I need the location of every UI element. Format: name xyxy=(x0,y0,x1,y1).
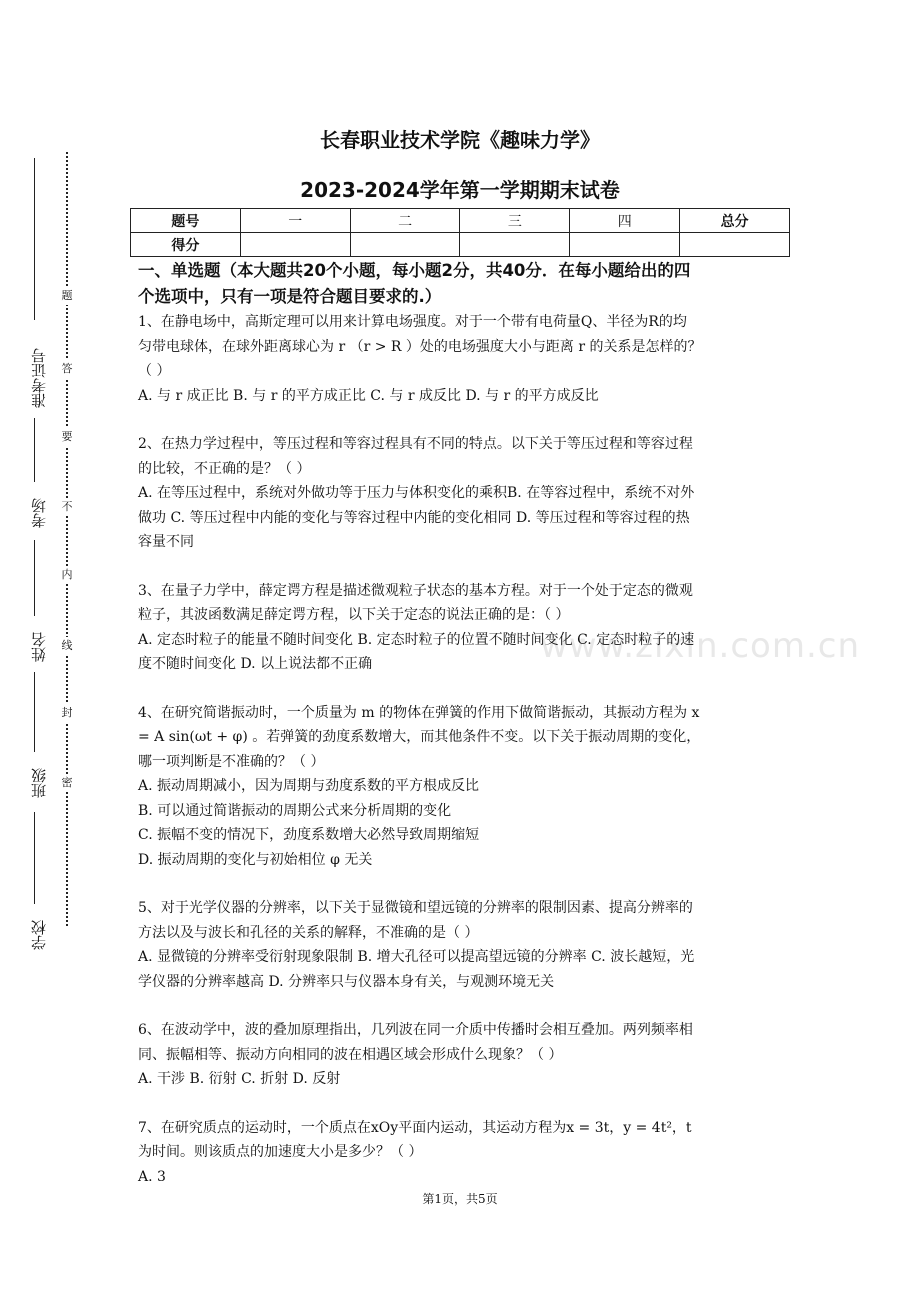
question-list xyxy=(138,310,798,1189)
question-stem-line: 方法以及与波长和孔径的关系的解释，不准确的是（ ） xyxy=(138,924,479,941)
field-label: 准考证号 xyxy=(30,348,48,408)
question-stem-line: 粒子，其波函数满足薛定谔方程，以下关于定态的说法正确的是：（ ） xyxy=(138,607,570,623)
question-stem-line: 4、在研究简谐振动时，一个质量为 m 的物体在弹簧的作用下做简谐振动，其振动方程为 x xyxy=(138,704,700,721)
score-header-cell: 总分 xyxy=(680,209,790,233)
score-table-header-row xyxy=(131,209,790,233)
binding-margin xyxy=(0,0,100,1302)
field-underline xyxy=(34,812,35,904)
watermark: www.zixin.com.cn xyxy=(540,626,860,666)
question-options-line: 容量不同 xyxy=(138,534,194,550)
seal-word: 要 xyxy=(60,428,74,446)
question-stem-line: 为时间。则该质点的加速度大小是多少？（ ） xyxy=(138,1144,423,1160)
question-options-line: 做功 C. 等压过程中内能的变化与等容过程中内能的变化相同 D. 等压过程和等容过程的热 xyxy=(138,509,690,526)
seal-word: 内 xyxy=(60,566,74,584)
question-options-line: B. 可以通过简谐振动的周期公式来分析周期的变化 xyxy=(138,802,452,819)
score-cell xyxy=(680,233,790,257)
question-options-line: C. 振幅不变的情况下，劲度系数增大必然导致周期缩短 xyxy=(138,827,480,843)
score-cell xyxy=(240,233,350,257)
section-heading-line: 个选项中，只有一项是符合题目要求的.） xyxy=(138,287,442,306)
question-options-line: A. 振动周期减小，因为周期与劲度系数的平方根成反比 xyxy=(138,778,480,794)
seal-word: 题 xyxy=(60,287,74,305)
question-block xyxy=(138,1116,798,1190)
field-exam-number xyxy=(14,158,48,418)
question-options-line: A. 定态时粒子的能量不随时间变化 B. 定态时粒子的位置不随时间变化 C. 定态时粒子的速 xyxy=(138,631,695,648)
question-options-line: A. 干涉 B. 衍射 C. 折射 D. 反射 xyxy=(138,1071,341,1087)
section-heading xyxy=(138,258,798,310)
question-stem-line: 同、振幅相等、振动方向相同的波在相遇区域会形成什么现象？（ ） xyxy=(138,1046,563,1063)
question-block xyxy=(138,432,798,555)
question-stem-line: = A sin(ωt + φ) 。若弹簧的劲度系数增大，而其他条件不变。以下关于振动周期的变化， xyxy=(138,729,701,745)
field-underline xyxy=(34,418,35,482)
field-underline xyxy=(34,158,35,320)
exam-subtitle: 2023-2024学年第一学期期末试卷 xyxy=(300,178,620,202)
field-name xyxy=(14,540,48,662)
seal-word: 答 xyxy=(60,360,74,378)
question-block xyxy=(138,1018,798,1092)
field-label: 姓名 xyxy=(30,632,48,662)
question-options-line: A. 显微镜的分辨率受衍射现象限制 B. 增大孔径可以提高望远镜的分辨率 C. 波长越短，光 xyxy=(138,949,695,965)
page-number: 第1页，共5页 xyxy=(422,1192,498,1206)
field-label: 考场 xyxy=(30,498,48,528)
question-options-line: A. 3 xyxy=(138,1168,166,1185)
question-block xyxy=(138,310,798,408)
question-spacer xyxy=(138,994,798,1018)
question-stem-line: 7、在研究质点的运动时，一个质点在xOy平面内运动，其运动方程为x = 3t，y = 4t²，t xyxy=(138,1119,692,1136)
score-header-cell: 三 xyxy=(460,209,570,233)
question-options-line: D. 振动周期的变化与初始相位 φ 无关 xyxy=(138,851,373,868)
score-table xyxy=(130,208,790,257)
question-options-line: 学仪器的分辨率越高 D. 分辨率只与仪器本身有关，与观测环境无关 xyxy=(138,973,555,990)
seal-word: 线 xyxy=(60,637,74,655)
question-block xyxy=(138,896,798,994)
field-underline xyxy=(34,672,35,752)
score-header-cell: 题号 xyxy=(131,209,241,233)
seal-word: 不 xyxy=(60,498,74,516)
question-spacer xyxy=(138,408,798,432)
score-cell xyxy=(350,233,460,257)
field-class xyxy=(14,672,48,798)
seal-dotted-line xyxy=(66,152,68,926)
question-options-line: A. 与 r 成正比 B. 与 r 的平方成正比 C. 与 r 成反比 D. 与 r 的平方成反比 xyxy=(138,387,599,404)
exam-content xyxy=(138,258,798,1189)
question-options-line: 度不随时间变化 D. 以上说法都不正确 xyxy=(138,656,373,672)
field-school xyxy=(14,812,48,952)
section-heading-line: 一、单选题（本大题共20个小题，每小题2分，共40分．在每小题给出的四 xyxy=(138,261,691,280)
field-label: 班级 xyxy=(30,768,48,798)
question-stem-line: 6、在波动学中，波的叠加原理指出，几列波在同一介质中传播时会相互叠加。两列频率相 xyxy=(138,1022,693,1038)
question-stem-line: 的比较，不正确的是？（ ） xyxy=(138,460,311,477)
score-header-cell: 二 xyxy=(350,209,460,233)
question-stem-line: （ ） xyxy=(138,363,171,379)
field-exam-room xyxy=(14,418,48,528)
score-header-cell: 一 xyxy=(240,209,350,233)
question-stem-line: 1、在静电场中，高斯定理可以用来计算电场强度。对于一个带有电荷量Q、半径为R的均 xyxy=(138,314,687,330)
score-table-score-row xyxy=(131,233,790,257)
score-row-label: 得分 xyxy=(131,233,241,257)
exam-title: 长春职业技术学院《趣味力学》 xyxy=(320,128,600,152)
score-header-cell: 四 xyxy=(570,209,680,233)
field-label: 学校 xyxy=(30,920,48,950)
question-stem-line: 匀带电球体，在球外距离球心为 r （r > R ）处的电场强度大小与距离 r 的关系是怎样的？ xyxy=(138,338,702,355)
seal-word: 封 xyxy=(60,704,74,722)
question-spacer xyxy=(138,555,798,579)
question-block xyxy=(138,579,798,677)
score-cell xyxy=(460,233,570,257)
seal-word: 密 xyxy=(60,774,74,792)
question-stem-line: 3、在量子力学中，薛定谔方程是描述微观粒子状态的基本方程。对于一个处于定态的微观 xyxy=(138,582,693,599)
question-spacer xyxy=(138,1092,798,1116)
question-stem-line: 2、在热力学过程中，等压过程和等容过程具有不同的特点。以下关于等压过程和等容过程 xyxy=(138,436,693,452)
score-cell xyxy=(570,233,680,257)
question-stem-line: 哪一项判断是不准确的？（ ） xyxy=(138,753,325,770)
question-block xyxy=(138,701,798,873)
question-options-line: A. 在等压过程中，系统对外做功等于压力与体积变化的乘积B. 在等容过程中，系统不对外 xyxy=(138,485,695,501)
field-underline xyxy=(34,540,35,616)
question-stem-line: 5、对于光学仪器的分辨率，以下关于显微镜和望远镜的分辨率的限制因素、提高分辨率的 xyxy=(138,900,693,916)
question-spacer xyxy=(138,677,798,701)
question-spacer xyxy=(138,872,798,896)
